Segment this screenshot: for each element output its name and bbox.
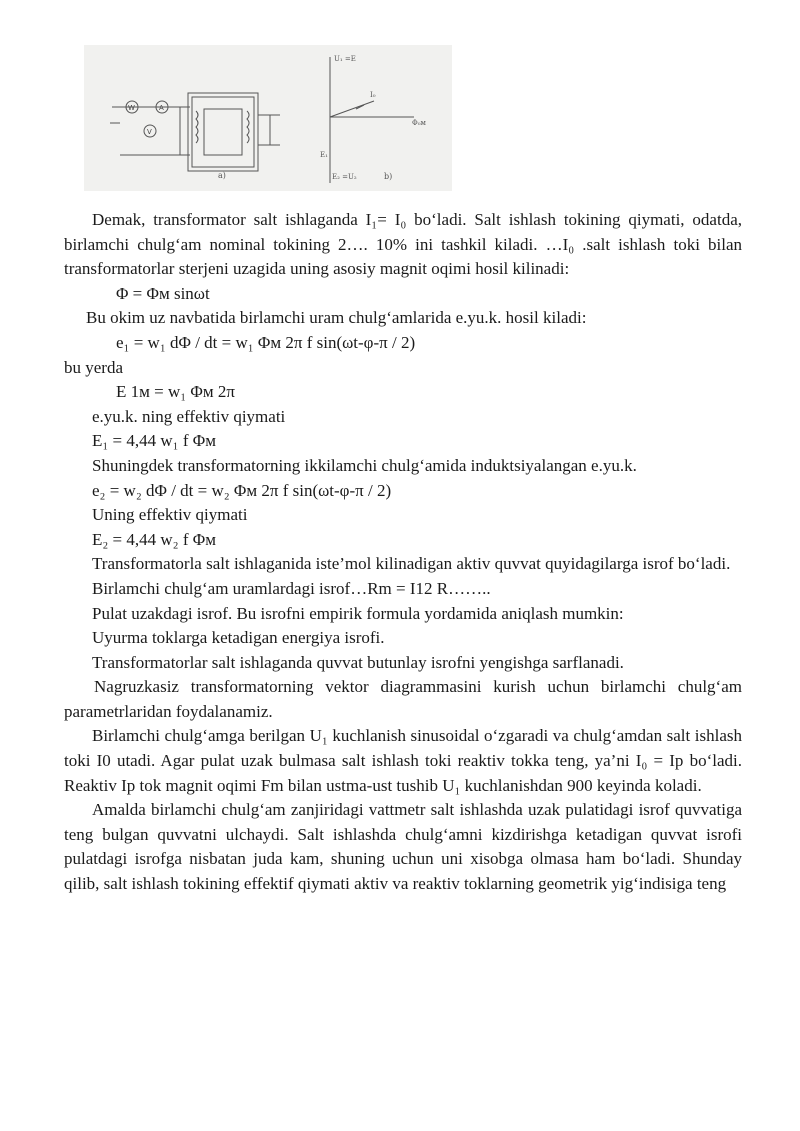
svg-text:A: A — [159, 104, 164, 112]
equation-e1-effective: E₁ = 4,44 w₁ f Φм — [92, 431, 216, 451]
figure-label-u: U₁ =E — [334, 55, 356, 63]
paragraph-4: e.yu.k. ning effektiv qiymati — [92, 406, 286, 426]
paragraph-8: Birlamchi chulg‘am uramlardagi isrof…Rm = I12 R…….. — [92, 578, 491, 598]
paragraph-9: Pulat uzakdagi isrof. Bu isrofni empirik formula yordamida aniqlash mumkin: — [92, 603, 624, 623]
figure-label-e: E₁ — [320, 151, 328, 159]
circuit-diagram — [110, 93, 280, 171]
equation-emf-1: e₁ = w₁ dΦ / dt = w₁ Φм 2π f sin(ωt-φ-π / 2) — [116, 332, 416, 352]
document-text — [64, 208, 742, 897]
paragraph-7: Transformatorla salt ishlaganida iste’mol kilinadigan aktiv quvvat quyidagilarga isrof bo‘ladi. — [92, 554, 731, 574]
svg-text:V: V — [147, 128, 152, 136]
paragraph-1: Demak, transformator salt ishlaganda I₁= I₀ bo‘ladi. Salt ishlash tokining qiymati, odatda, birlamchi chulg‘am nominal tokining 2…. 10% ini tashkil kiladi. …I₀ .salt ishlash toki bilan transformatorlar sterjeni uzagida uning asosiy magnit oqimi hosil kilinadi: — [64, 210, 742, 279]
circuit-vector-figure — [84, 45, 452, 191]
paragraph-3: bu yerda — [64, 357, 124, 377]
figure-label-a: a) — [218, 171, 226, 180]
equation-emf-2: e₂ = w₂ dΦ / dt = w₂ Φм 2π f sin(ωt-φ-π / 2) — [92, 480, 392, 500]
paragraph-10: Uyurma toklarga ketadigan energiya isrofi. — [92, 628, 385, 648]
equation-e1m: E 1м = w₁ Φм 2π — [116, 382, 235, 402]
figure-label-b: b) — [384, 172, 393, 181]
figure-label-phi: Φ₀м — [412, 119, 426, 127]
paragraph-12: Nagruzkasiz transformatorning vektor diagrammasini kurish uchun birlamchi chulg‘am parametrlaridan foydalanamiz. — [64, 677, 742, 721]
paragraph-11: Transformatorlar salt ishlaganda quvvat butunlay isrofni yengishga sarflanadi. — [92, 652, 624, 672]
figure-label-bottom: E₂ =U₂ — [332, 173, 357, 181]
paragraph-14: Amalda birlamchi chulg‘am zanjiridagi vattmetr salt ishlashda uzak pulatidagi isrof quvvatiga teng bulgan quvvatni ulchaydi. Salt ishlashda chulg‘amni kizdirishga ketadigan quvvat isrofi pulatdagi isrofga nisbatan juda kam, shuning uchun uni xisobga olmasa ham bo‘ladi. Shunday qilib, salt ishlash tokining effektif qiymati aktiv va reaktiv toklarning geometrik yig‘indisiga teng — [64, 800, 742, 894]
equation-flux: Φ = Φм sinωt — [116, 283, 210, 303]
paragraph-13: Birlamchi chulg‘amga berilgan U₁ kuchlanish sinusoidal o‘zgaradi va chulg‘amdan salt ishlash toki I0 utadi. Agar pulat uzak bulmasa salt ishlash toki reaktiv tokka teng, ya’ni I₀ = Ip bo‘ladi. Reaktiv Ip tok magnit oqimi Fm bilan ustma-ust tushib U₁ kuchlanishdan 900 keyinda koladi. — [64, 726, 742, 795]
paragraph-6: Uning effektiv qiymati — [92, 505, 248, 525]
equation-e2-effective: E₂ = 4,44 w₂ f Φм — [92, 529, 216, 549]
paragraph-5: Shuningdek transformatorning ikkilamchi chulg‘amida induktsiyalangan e.yu.k. — [92, 455, 637, 475]
figure-drawing — [84, 45, 452, 191]
vector-diagram — [330, 57, 414, 183]
figure-label-i: I₀ — [370, 91, 376, 99]
svg-text:W: W — [128, 104, 135, 112]
paragraph-2: Bu okim uz navbatida birlamchi uram chulg‘amlarida e.yu.k. hosil kiladi: — [86, 308, 587, 328]
